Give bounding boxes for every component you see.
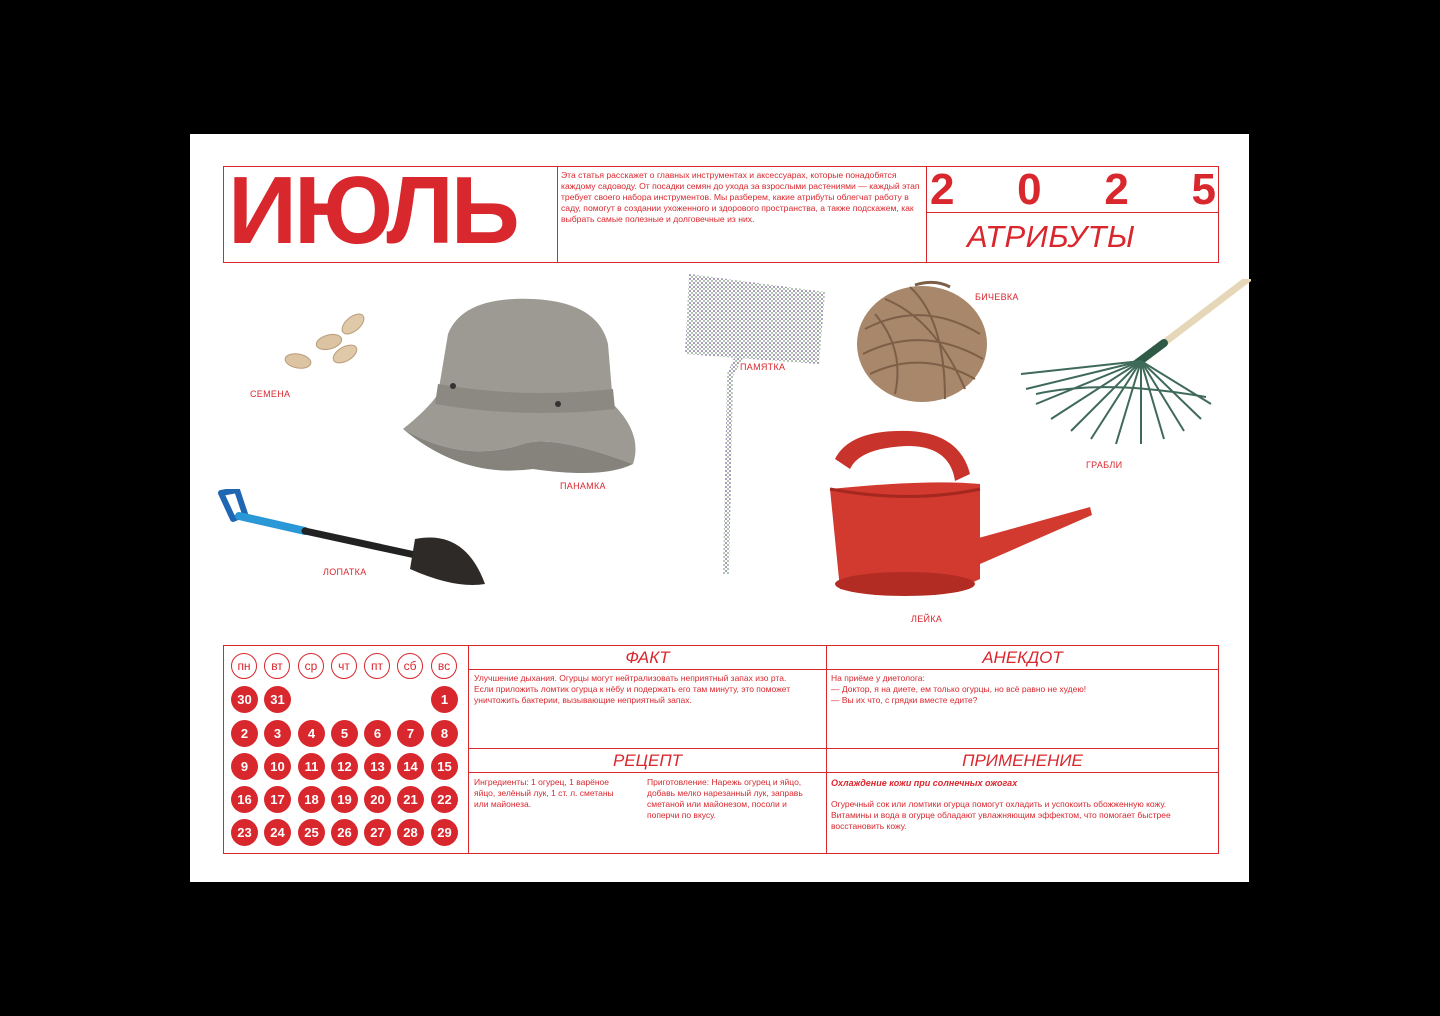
label-rake: ГРАБЛИ	[1086, 460, 1123, 470]
hat-image	[403, 294, 643, 484]
joke-line: — Доктор, я на диете, ем только огурцы, но всё равно не худею!	[831, 684, 1087, 694]
calendar-day: 31	[264, 686, 291, 713]
calendar-day: 28	[397, 819, 424, 846]
fact-heading: ФАКТ	[469, 646, 826, 670]
calendar-day: 24	[264, 819, 291, 846]
weekday-header: пн	[231, 653, 257, 679]
calendar-day: 16	[231, 786, 258, 813]
calendar-day: 17	[264, 786, 291, 813]
fact-section	[469, 646, 827, 749]
calendar-day: 7	[397, 720, 424, 747]
year	[927, 164, 1219, 214]
calendar-day: 11	[298, 753, 325, 780]
calendar-day: 27	[364, 819, 391, 846]
calendar-day: 1	[431, 686, 458, 713]
calendar-day: 4	[298, 720, 325, 747]
subtitle: АТРИБУТЫ	[967, 219, 1136, 254]
label-memo: ПАМЯТКА	[740, 362, 786, 372]
weekday-header: вт	[264, 653, 290, 679]
joke-line: — Вы их что, с грядки вместе едите?	[831, 695, 978, 705]
calendar-day: 10	[264, 753, 291, 780]
year-digit: 0	[1017, 164, 1042, 214]
calendar-day: 26	[331, 819, 358, 846]
calendar-day: 22	[431, 786, 458, 813]
month-calendar	[224, 646, 469, 853]
calendar-day: 23	[231, 819, 258, 846]
year-box	[926, 164, 1219, 262]
calendar-day: 3	[264, 720, 291, 747]
calendar-day: 29	[431, 819, 458, 846]
memo-sign-image	[685, 274, 835, 594]
year-digit: 5	[1191, 164, 1216, 214]
recipe-steps: Приготовление: Нарежь огурец и яйцо, добавь мелко нарезанный лук, заправь сметаной или майонезом, посоли и поперчи по вкусу.	[647, 777, 803, 820]
calendar-day: 15	[431, 753, 458, 780]
usage-subtitle: Охлаждение кожи при солнечных ожогах	[831, 778, 1018, 788]
label-seeds: СЕМЕНА	[250, 389, 291, 399]
year-digit: 2	[930, 164, 955, 214]
calendar-day: 19	[331, 786, 358, 813]
usage-text: Огуречный сок или ломтики огурца помогут охладить и успокоить обожженную кожу. Витамины и вода в огурце обладают увлажняющим эффектом, что помогает быстрее восстановить кожу.	[831, 799, 1171, 831]
intro-text: Эта статья расскажет о главных инструментах и аксессуарах, которые понадобятся каждому садоводу. От посадки семян до ухода за взрослыми растениями — каждый этап требует своего набора инструментов. Мы разберем, какие атрибуты облегчат работу в саду, помогут в создании ухоженного и здорового пространства, а также подскажем, как выбрать самые полезные и долговечные из них.	[561, 170, 920, 224]
calendar-day: 13	[364, 753, 391, 780]
calendar-day: 21	[397, 786, 424, 813]
weekday-header: вс	[431, 653, 457, 679]
weekday-header: пт	[364, 653, 390, 679]
joke-heading: АНЕКДОТ	[827, 646, 1218, 670]
calendar-day: 18	[298, 786, 325, 813]
recipe-heading: РЕЦЕПТ	[469, 749, 826, 773]
calendar-sheet	[190, 134, 1249, 882]
label-watering-can: ЛЕЙКА	[911, 614, 943, 624]
usage-section	[827, 749, 1218, 853]
fact-text: Улучшение дыхания. Огурцы могут нейтрализовать неприятный запах изо рта. Если приложить ломтик огурца к нёбу и подержать его там минуту, это поможет уничтожить бактерии, вызывающие неприятный запах.	[474, 673, 791, 705]
calendar-day: 20	[364, 786, 391, 813]
month-title-box	[224, 157, 558, 264]
joke-section	[827, 646, 1218, 749]
weekday-header: ср	[298, 653, 324, 679]
calendar-day: 25	[298, 819, 325, 846]
recipe-section	[469, 749, 827, 853]
weekday-header: чт	[331, 653, 357, 679]
year-digit: 2	[1104, 164, 1129, 214]
calendar-day: 6	[364, 720, 391, 747]
label-twine: БИЧЕВКА	[975, 292, 1019, 302]
usage-heading: ПРИМЕНЕНИЕ	[827, 749, 1218, 773]
calendar-day: 14	[397, 753, 424, 780]
calendar-day: 5	[331, 720, 358, 747]
month-title: ИЮЛЬ	[228, 157, 517, 264]
calendar-day: 9	[231, 753, 258, 780]
calendar-day: 30	[231, 686, 258, 713]
calendar-day: 2	[231, 720, 258, 747]
seeds-image	[275, 304, 375, 374]
bottom-panel	[223, 645, 1219, 854]
header-block	[223, 157, 1219, 264]
watering-can-image	[820, 429, 1095, 609]
label-shovel: ЛОПАТКА	[323, 567, 367, 577]
joke-line: На приёме у диетолога:	[831, 673, 925, 683]
twine-image	[855, 279, 990, 404]
calendar-day: 8	[431, 720, 458, 747]
recipe-ingredients: Ингредиенты: 1 огурец, 1 варёное яйцо, зелёный лук, 1 ст. л. сметаны или майонеза.	[474, 777, 614, 809]
calendar-day: 12	[331, 753, 358, 780]
weekday-header: сб	[397, 653, 423, 679]
label-hat: ПАНАМКА	[560, 481, 606, 491]
